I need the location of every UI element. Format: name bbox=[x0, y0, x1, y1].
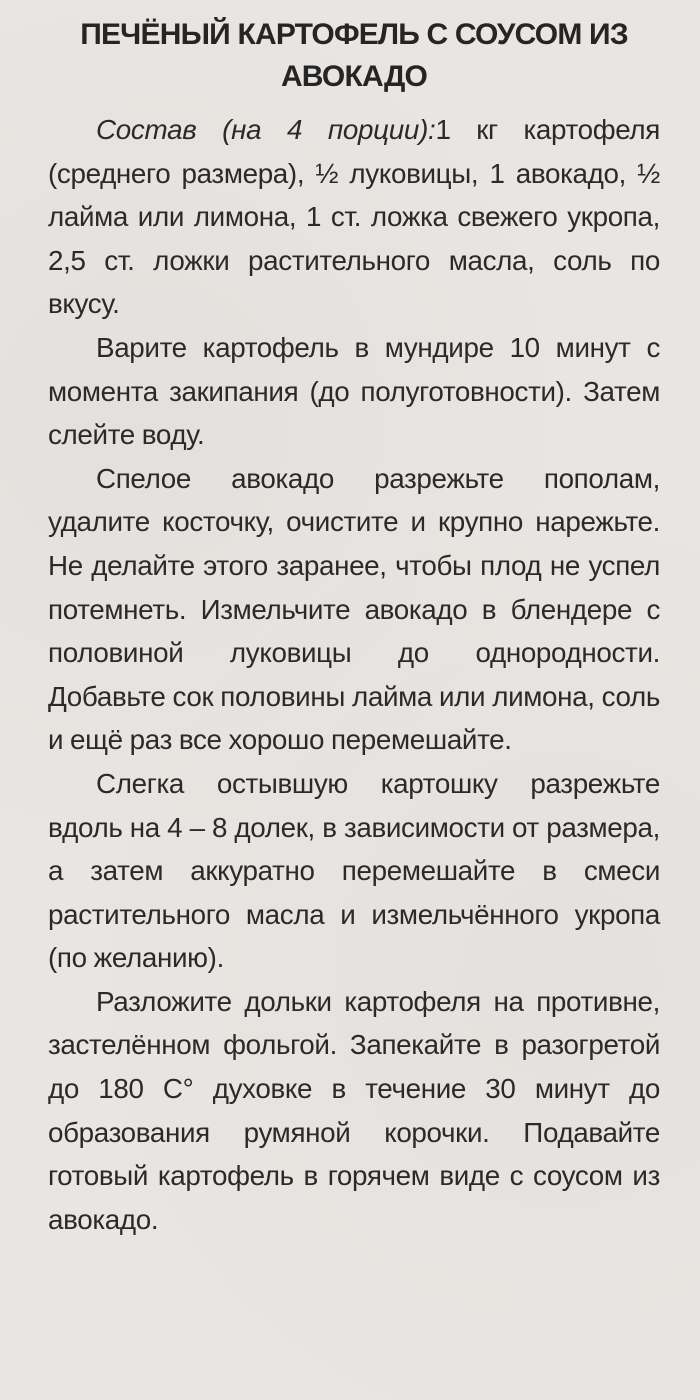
recipe-title bbox=[48, 14, 660, 98]
step-2-paragraph: Спелое авокадо разрежьте пополам, удалите косточку, очистите и крупно нарежьте. Не делайте этого заранее, чтобы плод не успел потемнеть. Измельчите авокадо в блендере с половиной луковицы до однородности. Добавьте сок половины лайма или лимона, соль и ещё раз все хорошо перемешайте. bbox=[48, 462, 660, 756]
step-3-paragraph: Слегка остывшую картошку разрежьте вдоль на 4 – 8 долек, в зависимости от размера, а затем аккуратно перемешайте в смеси растительного масла и измельчённого укропа (по желанию). bbox=[48, 767, 660, 974]
ingredients-lead: Состав (на 4 порции): bbox=[96, 114, 436, 145]
recipe-title-line-2: АВОКАДО bbox=[280, 60, 428, 93]
ingredients-list: 1 кг картофеля (среднего размера), ½ луковицы, 1 авокадо, ½ лайма или лимона, 1 ст. ложка свежего укропа, 2,5 ст. ложки растительного масла, соль по вкусу. bbox=[48, 114, 660, 320]
step-1-paragraph: Варите картофель в мундире 10 минут с момента закипания (до полуготовности). Затем слейте воду. bbox=[48, 331, 660, 451]
step-4-paragraph: Разложите дольки картофеля на противне, застелённом фольгой. Запекайте в разогретой до 180 С° духовке в течение 30 минут до образования румяной корочки. Подавайте готовый картофель в горячем виде с соусом из авокадо. bbox=[48, 985, 660, 1235]
recipe-title-line-1: ПЕЧЁНЫЙ КАРТОФЕЛЬ С СОУСОМ ИЗ bbox=[80, 18, 628, 51]
ingredients-paragraph bbox=[48, 108, 660, 326]
recipe-text bbox=[48, 108, 660, 1241]
